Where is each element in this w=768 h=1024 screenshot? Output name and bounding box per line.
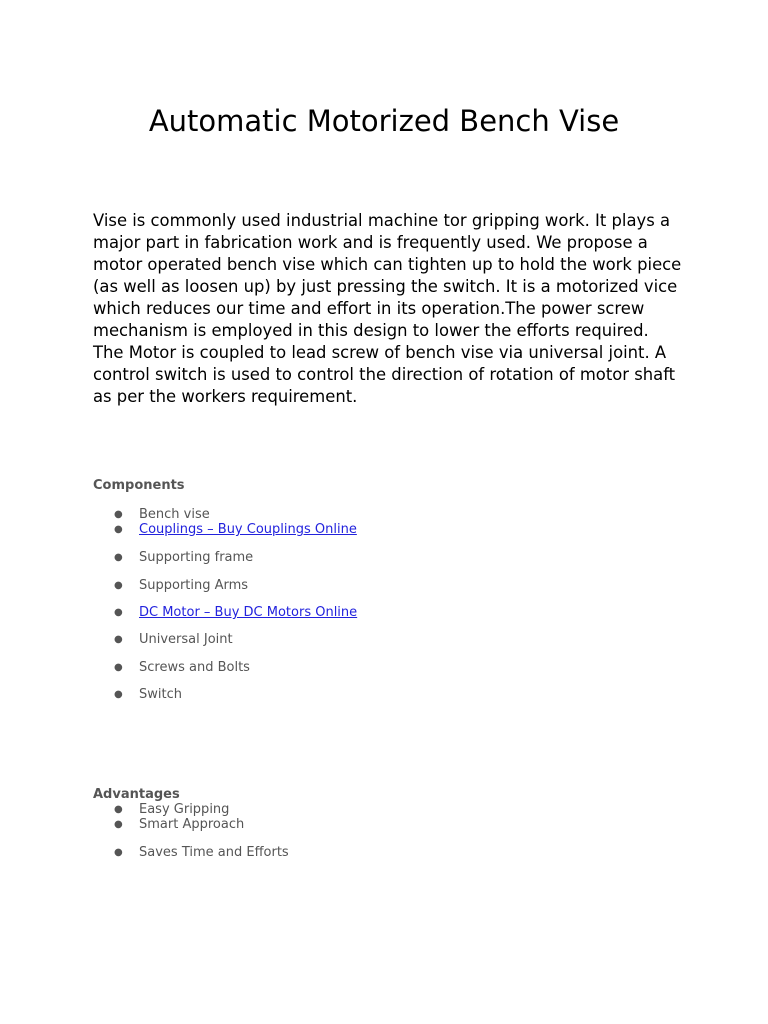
list-item-label: Switch [139, 687, 182, 702]
dc-motor-link[interactable]: DC Motor – Buy DC Motors Online [139, 605, 358, 620]
bullet-icon: ● [114, 819, 123, 830]
list-item-label: Universal Joint [139, 632, 233, 647]
list-item-label: Supporting frame [139, 550, 254, 565]
bullet-icon: ● [114, 847, 123, 858]
list-item-label: Screws and Bolts [139, 660, 250, 675]
bullet-icon: ● [114, 524, 123, 535]
bullet-icon: ● [114, 689, 123, 700]
intro-paragraph: Vise is commonly used industrial machine tor gripping work. It plays a major part in fabrication work and is frequently used. We propose a motor operated bench vise which can tighten up to hold the work piece (as well as loosen up) by just pressing the switch. It is a motorized vice which reduces our time and effort in its operation.The power screw mechanism is employed in this design to lower the efforts required. The Motor is coupled to lead screw of bench vise via universal joint. A control switch is used to control the direction of rotation of motor shaft as per the workers requirement. [93, 211, 682, 406]
components-heading: Components [93, 478, 185, 493]
bullet-icon: ● [114, 662, 123, 673]
list-item-label: Easy Gripping [139, 802, 230, 817]
couplings-link[interactable]: Couplings – Buy Couplings Online [139, 522, 357, 537]
list-item-label: Smart Approach [139, 817, 245, 832]
bullet-icon: ● [114, 634, 123, 645]
list-item-label: Bench vise [139, 507, 210, 522]
bullet-icon: ● [114, 552, 123, 563]
list-item-label: Supporting Arms [139, 578, 249, 593]
page-title: Automatic Motorized Bench Vise [148, 104, 620, 138]
bullet-icon: ● [114, 607, 123, 618]
bullet-icon: ● [114, 509, 123, 520]
list-item-label: Saves Time and Efforts [139, 845, 289, 860]
bullet-icon: ● [114, 580, 123, 591]
bullet-icon: ● [114, 804, 123, 815]
advantages-heading: Advantages [93, 787, 180, 802]
